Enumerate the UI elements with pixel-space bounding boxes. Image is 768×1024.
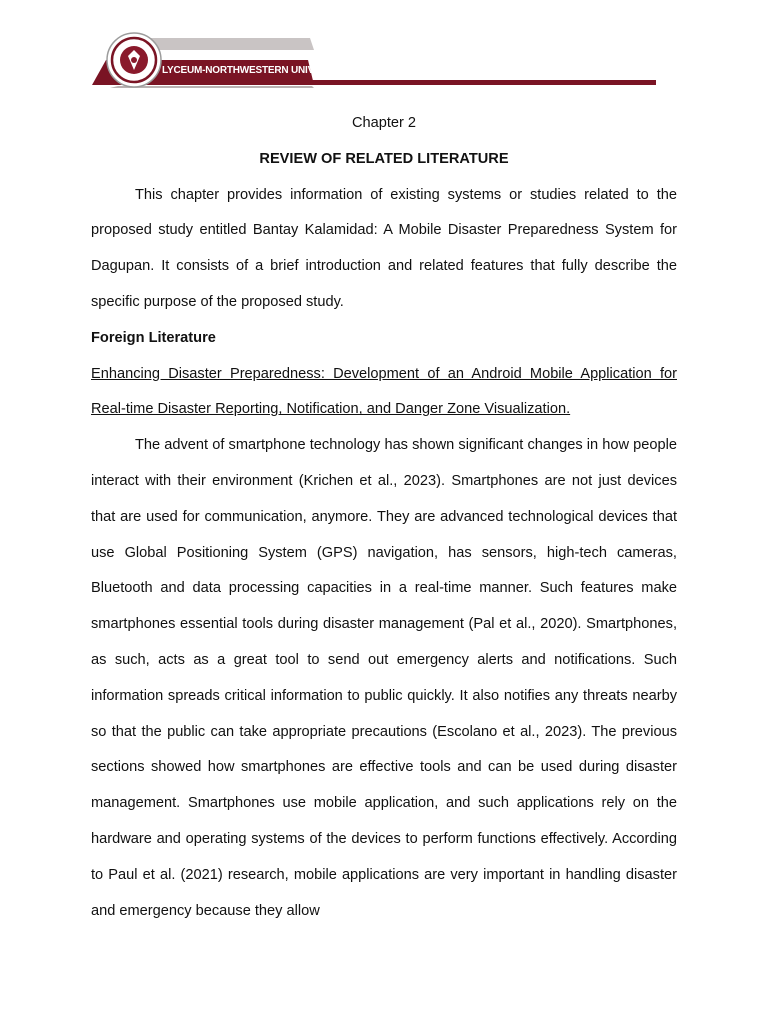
university-seal-icon [107, 33, 161, 87]
body-paragraph: The advent of smartphone technology has shown significant changes in how people interact with their environment (Krichen et al., 2023). Smartphones are not just devices that are used for communication, anymore. They are advanced technological devices that use Global Positioning System (GPS) navigation, has sensors, high-tech cameras, Bluetooth and data processing capacities in a real-time manner. Such features make smartphones essential tools during disaster management (Pal et al., 2020). Smartphones, as such, acts as a great tool to send out emergency alerts and notifications. Such information spreads critical information to public quickly. It also notifies any threats nearby so that the public can take appropriate precautions (Escolano et al., 2023). The previous sections showed how smartphones are effective tools and can be used during disaster management. Smartphones use mobile application, and such applications rely on the hardware and operating systems of the devices to perform functions effectively. According to Paul et al. (2021) research, mobile applications are very important in handling disaster and emergency because they allow [91, 437, 677, 919]
chapter-label: Chapter 2 [351, 115, 417, 131]
university-name: LYCEUM-NORTHWESTERN UNIVERSITY [162, 65, 349, 76]
document-body [91, 106, 677, 929]
chapter-title: REVIEW OF RELATED LITERATURE [259, 150, 509, 167]
section-heading: Foreign Literature [91, 329, 216, 346]
header-rule [310, 80, 656, 85]
intro-paragraph: This chapter provides information of existing systems or studies related to the proposed study entitled Bantay Kalamidad: A Mobile Disaster Preparedness System for Dagupan. It consists of a brief introduction and related features that fully describe the specific purpose of the proposed study. [91, 186, 677, 310]
letterhead-banner [88, 30, 660, 94]
letterhead [88, 30, 660, 94]
study-title: Enhancing Disaster Preparedness: Development of an Android Mobile Application for Real-time Disaster Reporting, Notification, and Danger Zone Visualization. [91, 365, 677, 418]
